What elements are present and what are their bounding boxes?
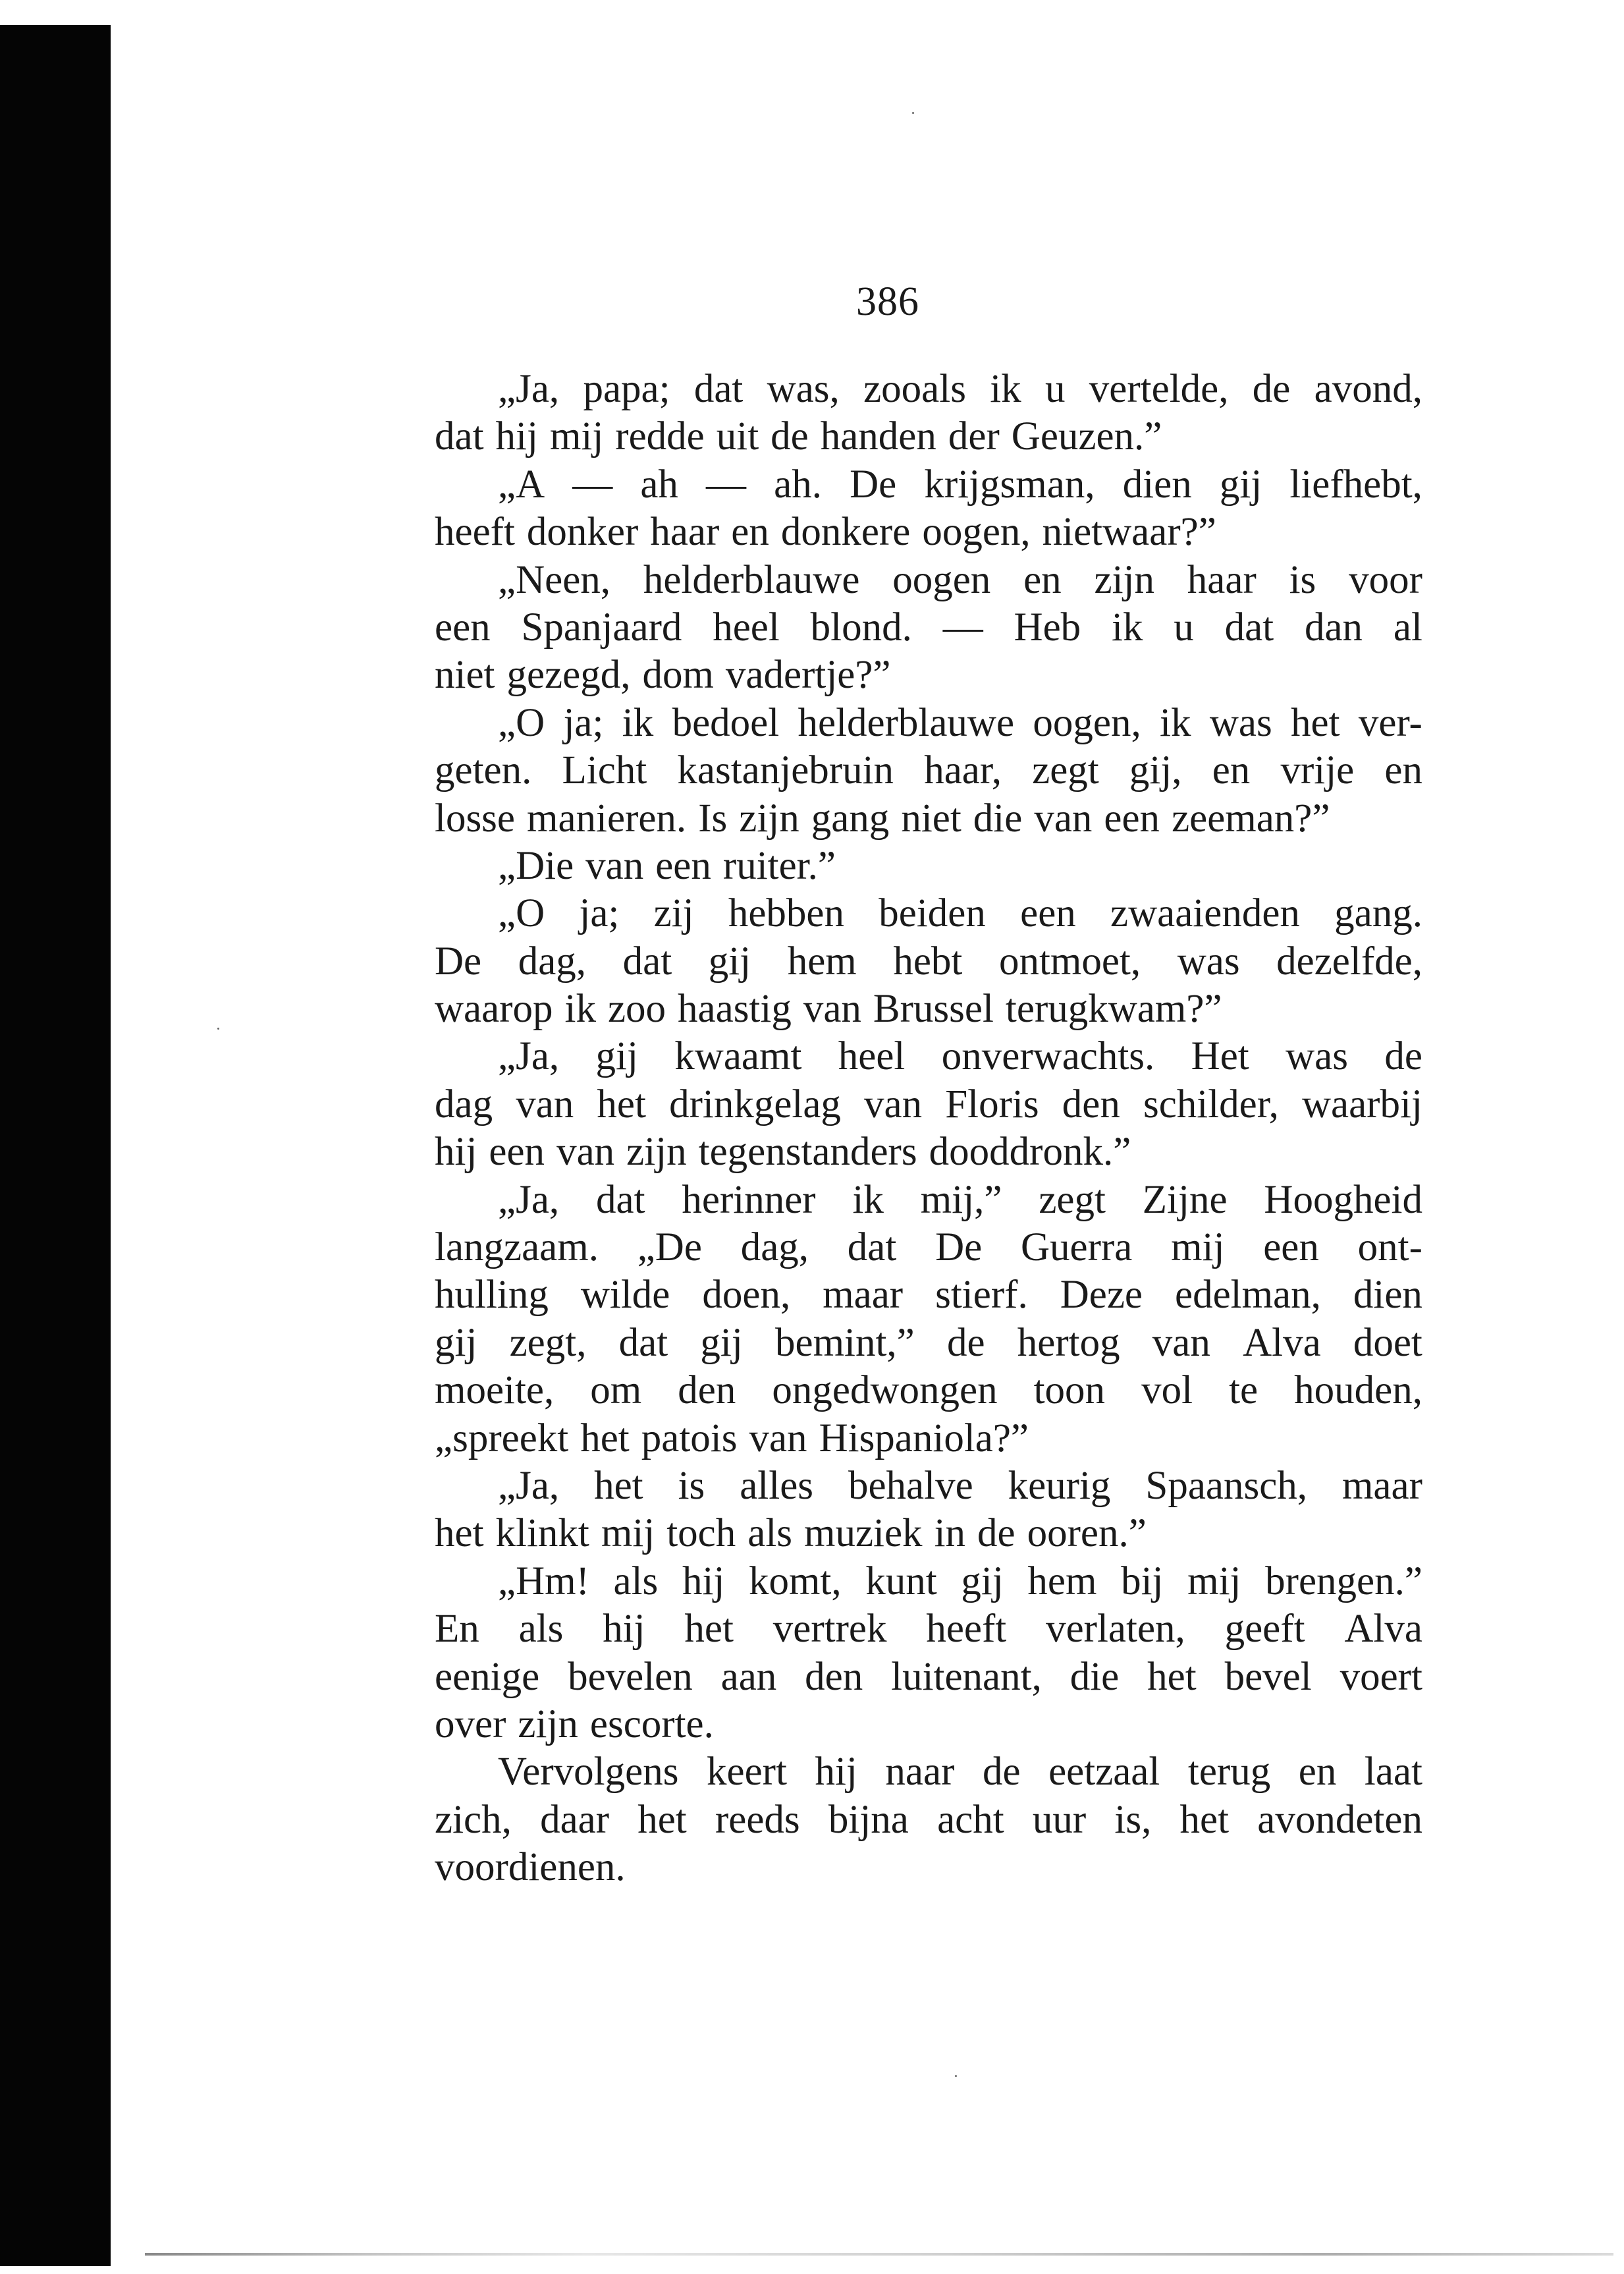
text-line: „Hm! als hij komt, kunt gij hem bij mij brengen.”	[498, 1559, 1422, 1603]
text-line: het klinkt mij toch als muziek in de ooren.”	[435, 1511, 1147, 1556]
text-line: waarop ik zoo haastig van Brussel terugkwam?”	[435, 987, 1222, 1032]
text-line: langzaam. „De dag, dat De Guerra mij een ont-	[435, 1225, 1422, 1270]
text-line: moeite, om den ongedwongen toon vol te houden,	[435, 1368, 1422, 1413]
text-line: dag van het drinkgelag van Floris den schilder, waarbij	[435, 1082, 1422, 1126]
scan-speck	[217, 1028, 219, 1030]
text-line: geten. Licht kastanjebruin haar, zegt gij, en vrije en	[435, 748, 1422, 793]
text-line: zich, daar het reeds bijna acht uur is, het avondeten	[435, 1797, 1422, 1842]
text-line: „Ja, het is alles behalve keurig Spaansch, maar	[498, 1463, 1422, 1508]
text-line: „O ja; ik bedoel helderblauwe oogen, ik was het ver-	[498, 700, 1422, 745]
text-line: „Die van een ruiter.”	[498, 843, 836, 888]
scan-speck	[912, 112, 914, 114]
text-line: hij een van zijn tegenstanders dooddronk.”	[435, 1130, 1131, 1175]
text-line: voordienen.	[435, 1845, 626, 1890]
text-line: dat hij mij redde uit de handen der Geuzen.”	[435, 414, 1162, 459]
text-line: „A — ah — ah. De krijgsman, dien gij liefhebt,	[498, 462, 1422, 507]
text-line: gij zegt, dat gij bemint,” de hertog van Alva doet	[435, 1320, 1422, 1365]
text-line: Vervolgens keert hij naar de eetzaal terug en laat	[498, 1750, 1422, 1794]
scan-black-margin	[0, 25, 111, 2266]
scan-bottom-edge	[145, 2253, 1613, 2256]
page-number: 386	[856, 279, 919, 324]
body-text	[435, 366, 1422, 1892]
text-line: De dag, dat gij hem hebt ontmoet, was dezelfde,	[435, 939, 1422, 984]
text-line: „spreekt het patois van Hispaniola?”	[435, 1416, 1029, 1460]
text-line: heeft donker haar en donkere oogen, nietwaar?”	[435, 510, 1216, 555]
text-line: losse manieren. Is zijn gang niet die van een zeeman?”	[435, 796, 1330, 841]
text-line: over zijn escorte.	[435, 1702, 714, 1746]
text-line: een Spanjaard heel blond. — Heb ik u dat dan al	[435, 605, 1422, 650]
scan-speck	[955, 2075, 957, 2077]
text-line: „Ja, papa; dat was, zooals ik u vertelde, de avond,	[498, 367, 1422, 411]
text-line: „Ja, gij kwaamt heel onverwachts. Het was de	[498, 1034, 1422, 1079]
text-line: „O ja; zij hebben beiden een zwaaienden gang.	[498, 891, 1422, 936]
text-line: eenige bevelen aan den luitenant, die het bevel voert	[435, 1654, 1422, 1699]
text-line: „Ja, dat herinner ik mij,” zegt Zijne Hoogheid	[498, 1177, 1422, 1222]
text-line: niet gezegd, dom vadertje?”	[435, 653, 891, 698]
text-line: „Neen, helderblauwe oogen en zijn haar is voor	[498, 557, 1422, 602]
text-line: En als hij het vertrek heeft verlaten, geeft Alva	[435, 1607, 1422, 1651]
text-line: hulling wilde doen, maar stierf. Deze edelman, dien	[435, 1273, 1422, 1317]
